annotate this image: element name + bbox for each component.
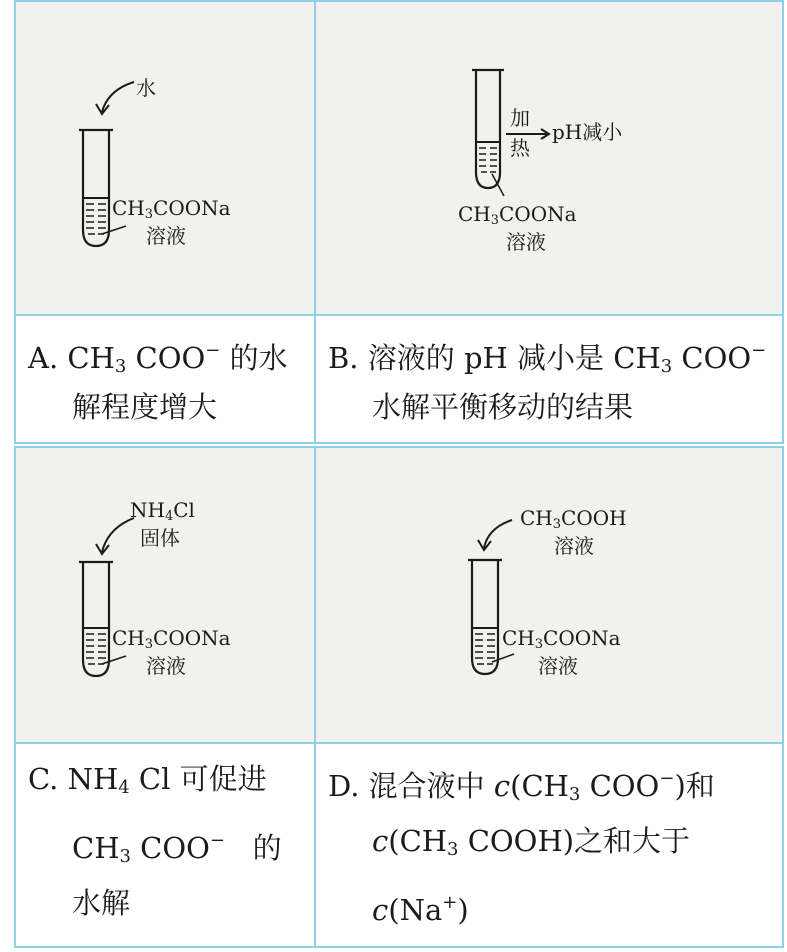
panel-a-liquid [83, 198, 109, 234]
panel-d-reagent-formula: $CH_3COOH$ [520, 506, 627, 532]
panel-a-option-letter: A. [28, 341, 59, 375]
panel-d-caption [314, 742, 784, 948]
panel-a-statement-line2: 解程度增大 [72, 390, 218, 424]
panel-a-test-tube-diagram [16, 2, 318, 318]
panel-c-option-letter: C. [28, 762, 59, 796]
panel-b-solution-pointer [492, 174, 504, 196]
panel-c-figure [14, 446, 316, 744]
panel-a-caption [14, 314, 316, 444]
panel-a-solution-formula: $CH_3COONa$ [112, 196, 231, 222]
panel-d-solution-label: 溶液 [538, 654, 578, 678]
panel-d-test-tube [472, 560, 498, 674]
panel-b-figure [314, 0, 784, 316]
panel-b-option-letter: B. [328, 341, 359, 375]
panel-c-solution-formula: $CH_3COONa$ [112, 626, 231, 652]
panel-d-figure [314, 446, 784, 744]
panel-a-solution-label: 溶液 [146, 224, 186, 248]
panel-d-solution-formula: $CH_3COONa$ [502, 626, 621, 652]
panel-d-test-tube-diagram [316, 448, 786, 746]
panel-c-reagent-formula: $NH_4Cl$ [130, 498, 195, 524]
panel-c-reagent-label: 固体 [140, 526, 180, 550]
panel-b-solution-formula: $CH_3COONa$ [458, 202, 577, 228]
panel-b-action-bottom: 热 [510, 136, 530, 160]
panel-b-caption [314, 314, 784, 444]
panel-c-test-tube [83, 562, 109, 676]
panel-b-statement-line2: 水解平衡移动的结果 [372, 390, 634, 424]
panel-b-statement-line1: B. 溶液的 pH 减小是 $CH_3$ COO− [328, 340, 767, 377]
question-options-board [14, 0, 784, 948]
panel-c-caption [14, 742, 316, 948]
panel-d-reagent-label: 溶液 [554, 534, 594, 558]
panel-c-statement-line2: $CH_3$ COO− 的 [72, 830, 282, 867]
panel-a-solution-pointer [102, 226, 126, 234]
panel-c-statement-line3: 水解 [72, 886, 131, 920]
panel-a-figure [14, 0, 316, 316]
panel-d-option-letter: D. [328, 769, 360, 803]
panel-d-statement-line1: D. 混合液中 $c(CH_3$ COO−)和 [328, 768, 715, 805]
panel-b-effect-label: pH减小 [552, 120, 623, 144]
panel-a-statement-line1: A. $CH_3$ COO− 的水 [28, 340, 288, 377]
panel-c-liquid [83, 628, 109, 664]
panel-d-statement-line3: c(Na+) [372, 892, 469, 927]
panel-d-statement-line2: $c(CH_3$ COOH)之和大于 [372, 824, 691, 860]
panel-b-liquid [476, 142, 500, 172]
panel-c-solution-label: 溶液 [146, 654, 186, 678]
panel-b-test-tube [476, 70, 500, 188]
panel-a-reagent-label: 水 [136, 76, 156, 100]
panel-b-action-top: 加 [510, 106, 530, 130]
panel-b-solution-label: 溶液 [506, 230, 546, 254]
panel-c-test-tube-diagram [16, 448, 318, 746]
panel-d-liquid [472, 628, 498, 664]
panel-c-solution-pointer [102, 656, 126, 664]
panel-c-statement-line1: C. $NH_4$ Cl 可促进 [28, 762, 267, 798]
panel-b-test-tube-diagram [316, 2, 786, 318]
